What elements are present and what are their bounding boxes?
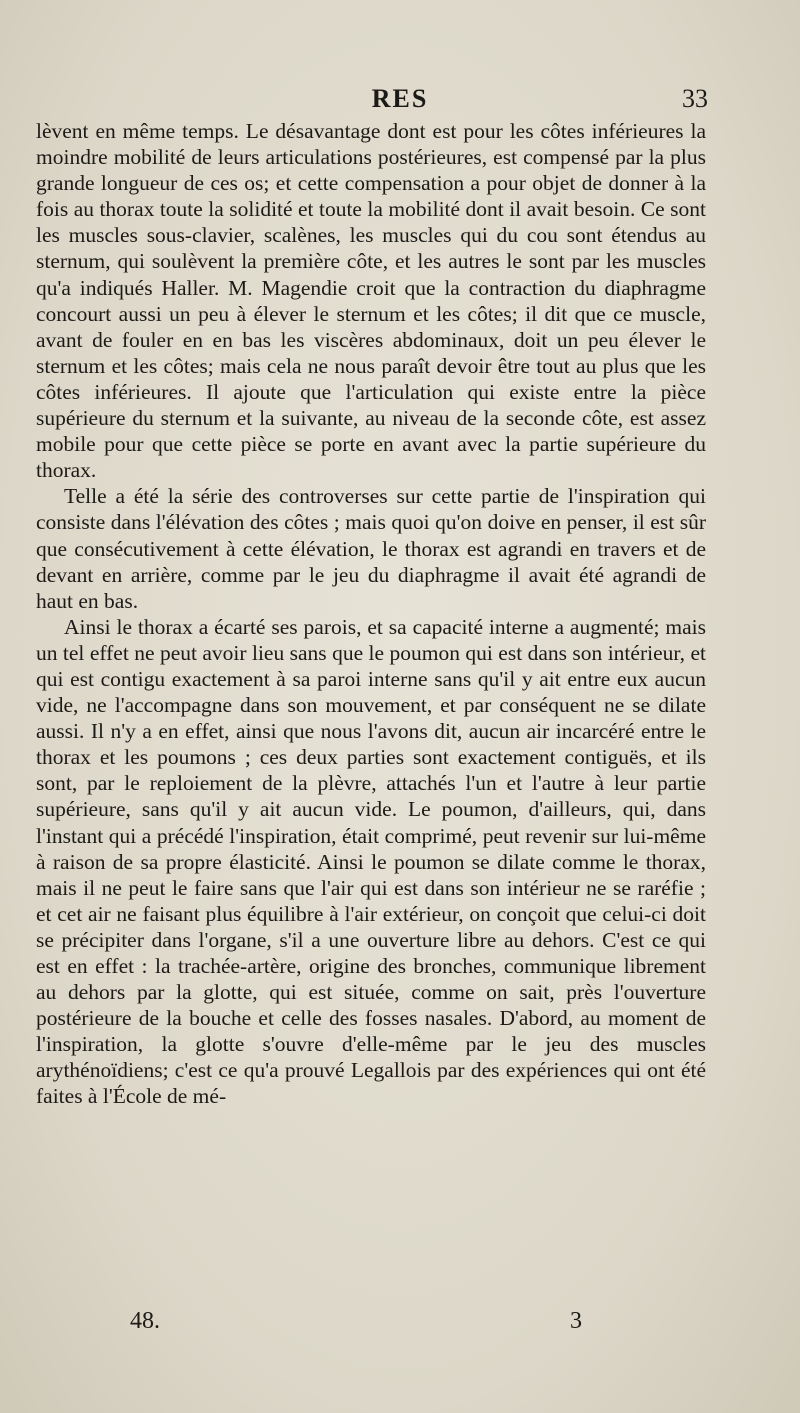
paragraph-3: Ainsi le thorax a écarté ses parois, et sa capacité interne a augmenté; mais un tel effet ne peut avoir lieu sans que le poumon qui est dans son intérieur, et qui est contigu exactement à sa paroi interne sans qu'il y ait entre eux aucun vide, ne l'accompagne dans son mouvement, et par conséquent ne se dilate aussi. Il n'y a en effet, ainsi que nous l'avons dit, aucun air incarcéré entre le thorax et les poumons ; ces deux parties sont exactement contiguës, et ils sont, par le reploiement de la plèvre, attachés l'un et l'autre à leur partie supérieure, sans qu'il y ait aucun vide. Le poumon, d'ailleurs, qui, dans l'instant qui a précédé l'inspiration, était comprimé, peut revenir sur lui-même à raison de sa propre élasticité. Ainsi le poumon se dilate comme le thorax, mais il ne peut le faire sans que l'air qui est dans son intérieur ne se raréfie ; et cet air ne faisant plus équilibre à l'air extérieur, on conçoit que celui-ci doit se précipiter dans l'organe, s'il a une ouverture libre au dehors. C'est ce qui est en effet : la trachée-artère, origine des bronches, communique librement au dehors par la glotte, qui est située, comme on sait, près l'ouverture postérieure de la bouche et celle des fosses nasales. D'abord, au moment de l'inspiration, la glotte s'ouvre d'elle-même par le jeu des muscles arythénoïdiens; c'est ce qu'a prouvé Legallois par des expériences qui ont été faites à l'École de mé- <box>36 614 706 1109</box>
running-head: RES <box>371 84 429 113</box>
paragraph-2: Telle a été la série des controverses sur cette partie de l'inspiration qui consiste dans l'élévation des côtes ; mais quoi qu'on doive en penser, il est sûr que consécutivement à cette élévation, le thorax est agrandi en travers et de devant en arrière, comme par le jeu du diaphragme il avait été agrandi de haut en bas. <box>36 484 706 613</box>
signature-mark-right: 3 <box>570 1308 582 1334</box>
signature-mark-left: 48. <box>130 1308 160 1334</box>
paragraph-1: lèvent en même temps. Le désavantage dont est pour les côtes inférieures la moindre mobilité de leurs articulations postérieures, est compensé par la plus grande longueur de ces os; et cette compensation a pour objet de donner à la fois au thorax toute la solidité et toute la mobilité dont il avait besoin. Ce sont les muscles sous-clavier, scalènes, les muscles qui du cou sont étendus au sternum, qui soulèvent la première côte, et les autres le sont par les muscles qu'a indiqués Haller. M. Magendie croit que la contraction du diaphragme concourt aussi un peu à élever le sternum et les côtes; il dit que ce muscle, avant de fouler en en bas les viscères abdominaux, doit un peu élever le sternum et les côtes; mais cela ne nous paraît devoir être tout au plus que les côtes inférieures. Il ajoute que l'articulation qui existe entre la pièce supérieure du sternum et la suivante, au niveau de la seconde côte, est assez mobile pour que cette pièce se porte en avant avec la partie supérieure du thorax. <box>36 119 706 483</box>
page-header <box>0 84 800 118</box>
page-number: 33 <box>682 84 708 113</box>
body-text <box>36 118 706 1110</box>
page-footer <box>0 1308 800 1344</box>
